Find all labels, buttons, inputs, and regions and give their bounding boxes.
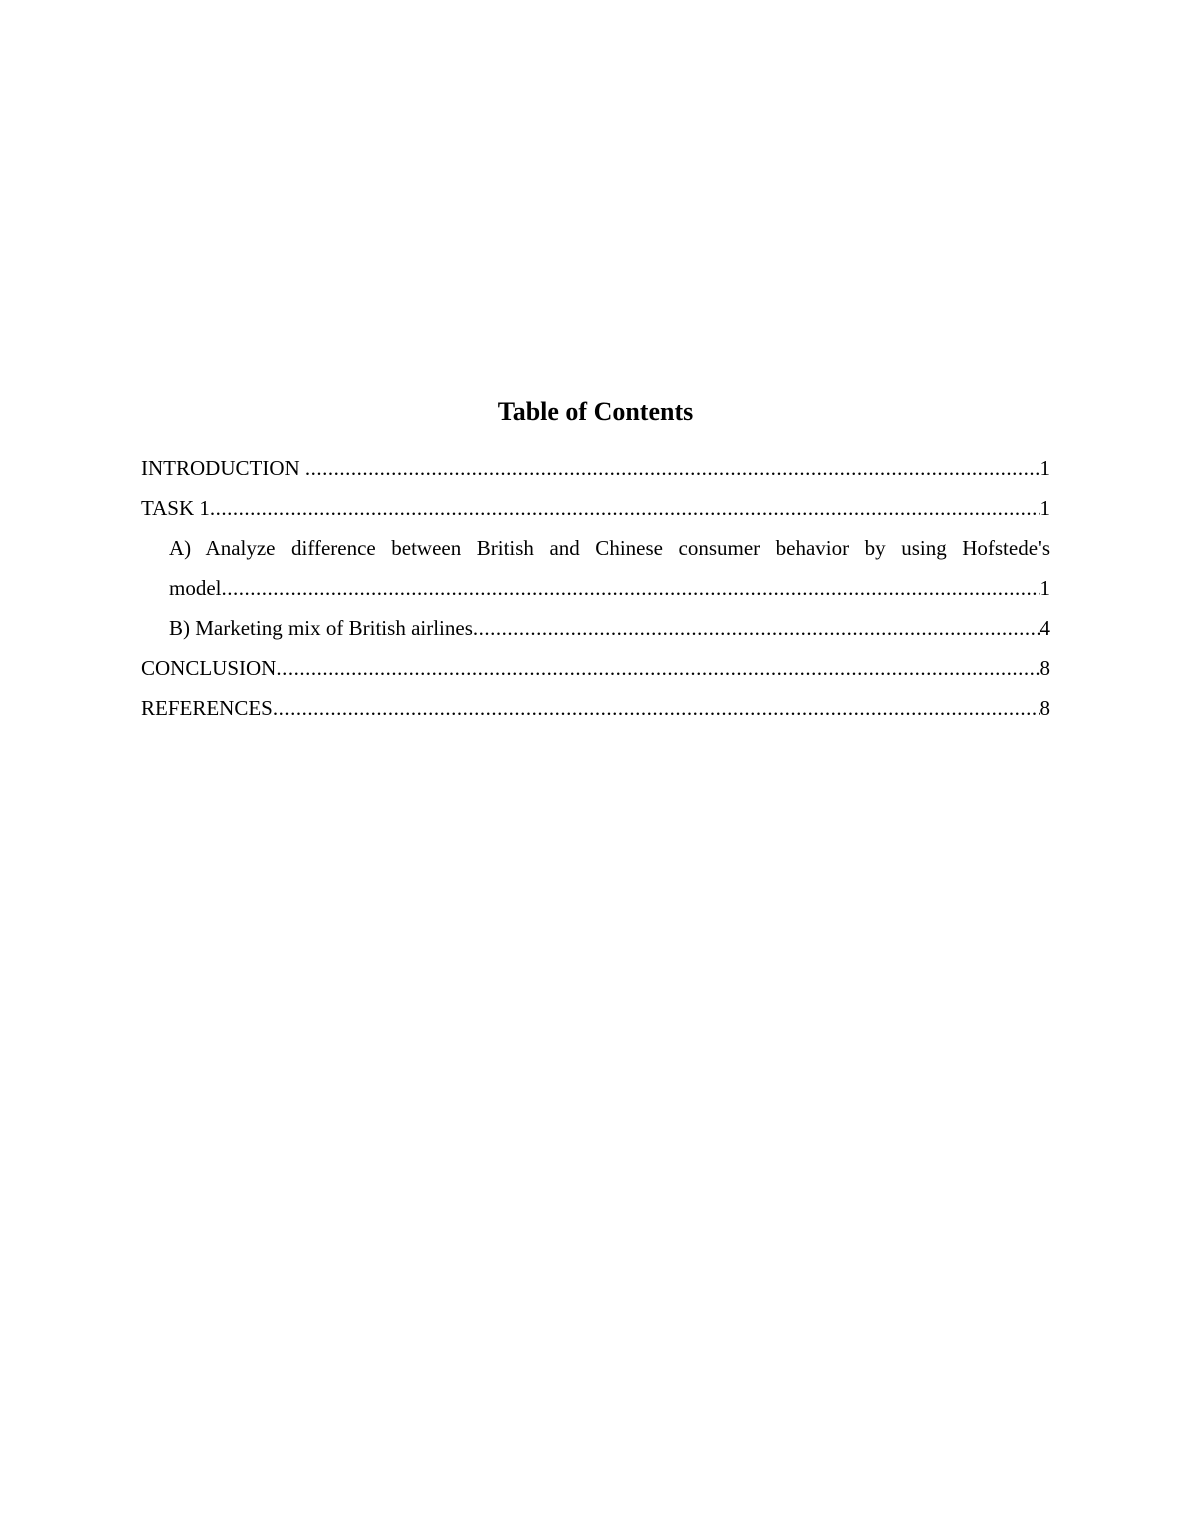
toc-entry-conclusion[interactable] [141,648,1050,688]
table-of-contents [141,392,1050,728]
toc-page-number: 1 [1039,496,1050,520]
toc-leader-dots [222,568,1040,608]
toc-entry-label: CONCLUSION [141,656,277,680]
toc-entry-label: INTRODUCTION [141,456,305,480]
toc-page-number: 8 [1039,696,1050,720]
toc-entry-introduction[interactable] [141,448,1050,488]
toc-entry-task-1[interactable] [141,488,1050,528]
toc-leader-dots [276,648,1039,688]
toc-entry-references[interactable] [141,688,1050,728]
toc-leader-dots [305,448,1040,488]
toc-entry-label: B) Marketing mix of British airlines [169,616,473,640]
toc-page-number: 8 [1039,656,1050,680]
toc-entry-label: TASK 1 [141,496,210,520]
toc-entry-task-1a[interactable] [141,528,1050,608]
toc-page-number: 1 [1039,576,1050,600]
toc-title: Table of Contents [497,397,694,426]
toc-leader-dots [473,608,1040,648]
toc-entry-label: REFERENCES [141,696,273,720]
toc-entry-label-line1: A) Analyze difference between British and Chinese consumer behavior by using Hofstede's [169,536,1050,560]
toc-page-number: 1 [1039,456,1050,480]
toc-leader-dots [273,688,1040,728]
toc-entry-label-line2: model [169,576,222,600]
toc-page-number: 4 [1039,616,1050,640]
toc-entry-task-1b[interactable] [141,608,1050,648]
toc-leader-dots [210,488,1040,528]
